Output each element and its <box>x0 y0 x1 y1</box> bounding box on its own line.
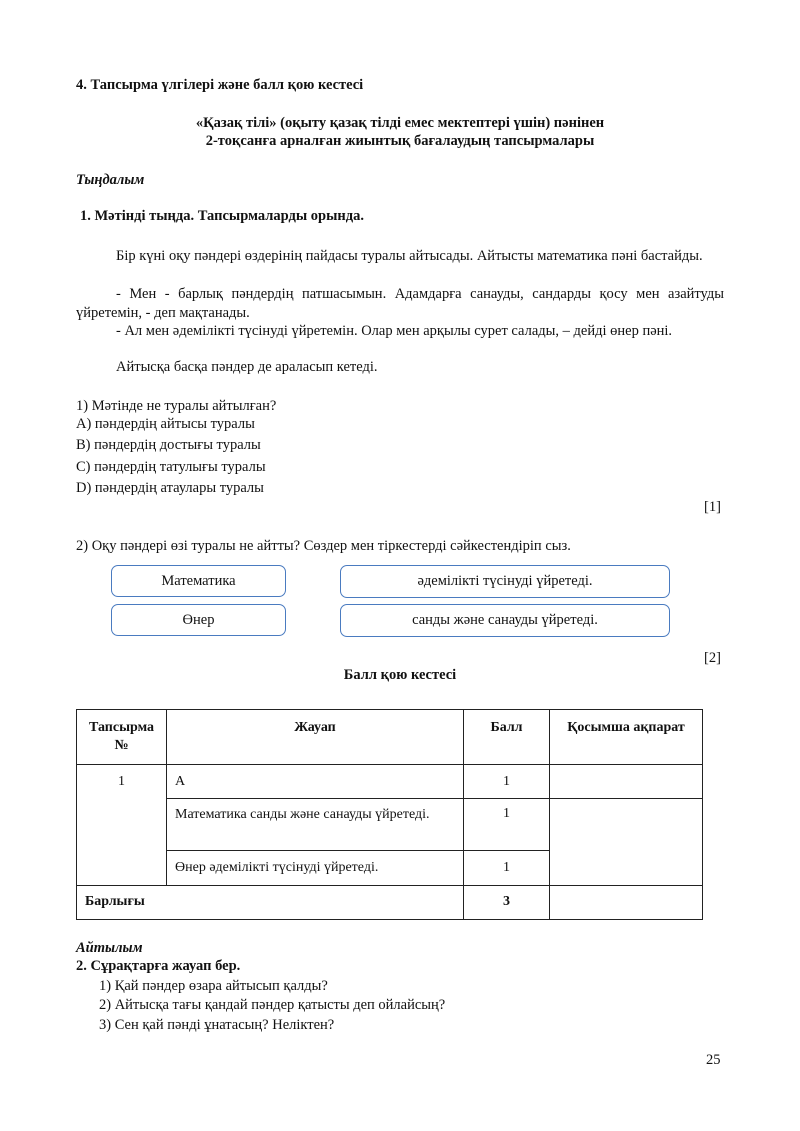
table-row <box>77 765 703 799</box>
mark-2: [2] <box>704 650 721 666</box>
score-cell: 1 <box>464 765 550 799</box>
text-paragraph: Айтысқа басқа пәндер де араласып кетеді. <box>116 359 378 375</box>
task2-heading: 2. Сұрақтарға жауап бер. <box>76 958 241 974</box>
extra-info-cell <box>550 799 703 886</box>
header-answer: Жауап <box>167 710 464 765</box>
score-table-title: Балл қою кестесі <box>343 667 457 683</box>
table-total-row <box>77 886 703 920</box>
header-score: Балл <box>464 710 550 765</box>
extra-info-cell <box>550 886 703 920</box>
score-cell: 1 <box>464 799 550 851</box>
mark-1: [1] <box>704 499 721 515</box>
answer-cell: A <box>167 765 464 799</box>
task2-question: 1) Қай пәндер өзара айтысып қалды? <box>99 978 328 994</box>
match-left-art[interactable]: Өнер <box>111 604 286 636</box>
total-label: Барлығы <box>77 886 464 920</box>
match-right-counting[interactable]: санды және санауды үйретеді. <box>340 604 670 637</box>
match-right-beauty[interactable]: әдемілікті түсінуді үйретеді. <box>340 565 670 598</box>
page-number: 25 <box>706 1052 721 1068</box>
task1-heading: 1. Мәтінді тыңда. Тапсырмаларды орында. <box>80 208 364 224</box>
match-left-mathematics[interactable]: Математика <box>111 565 286 597</box>
speaking-heading: Айтылым <box>76 940 143 956</box>
task2-question: 3) Сен қай пәнді ұнатасың? Неліктен? <box>99 1017 335 1033</box>
score-table <box>76 709 703 920</box>
text-paragraph: Бір күні оқу пәндері өздерінің пайдасы туралы айтысады. Айтысты математика пәні бастайды. <box>116 248 703 264</box>
question2: 2) Оқу пәндері өзі туралы не айтты? Сөздер мен тіркестерді сәйкестендіріп сыз. <box>76 538 571 554</box>
extra-info-cell <box>550 765 703 799</box>
task-number-cell: 1 <box>77 765 167 886</box>
text-paragraph: - Ал мен әдемілікті түсінуді үйретемін. Олар мен арқылы сурет салады, – дейді өнер пәні. <box>116 323 673 339</box>
section-title: 4. Тапсырма үлгілері және балл қою кестесі <box>76 77 364 93</box>
question1: 1) Мәтінде не туралы айтылған? <box>76 398 277 414</box>
subtitle-line2: 2-тоқсанға арналған жиынтық бағалаудың тапсырмалары <box>205 133 595 149</box>
total-score: 3 <box>464 886 550 920</box>
option-d: D) пәндердің атаулары туралы <box>76 480 264 496</box>
listening-heading: Тыңдалым <box>76 172 145 188</box>
table-row <box>77 799 703 851</box>
table-header-row <box>77 710 703 765</box>
text-paragraph: - Мен - барлық пәндердің патшасымын. Адамдарға санауды, сандарды қосу мен азайтуды үйретемін, - деп мақтанады. <box>76 286 724 321</box>
option-b: B) пәндердің достығы туралы <box>76 437 261 453</box>
subtitle-line1: «Қазақ тілі» (оқыту қазақ тілді емес мектептері үшін) пәнінен <box>195 115 605 131</box>
option-a: A) пәндердің айтысы туралы <box>76 416 255 432</box>
option-c: C) пәндердің татулығы туралы <box>76 459 266 475</box>
header-extra-info: Қосымша ақпарат <box>550 710 703 765</box>
answer-cell: Математика санды және санауды үйретеді. <box>167 799 464 851</box>
header-task-no: Тапсырма № <box>77 710 167 765</box>
answer-cell: Өнер әдемілікті түсінуді үйретеді. <box>167 851 464 886</box>
task2-question: 2) Айтысқа тағы қандай пәндер қатысты деп ойлайсың? <box>99 997 446 1013</box>
score-cell: 1 <box>464 851 550 886</box>
